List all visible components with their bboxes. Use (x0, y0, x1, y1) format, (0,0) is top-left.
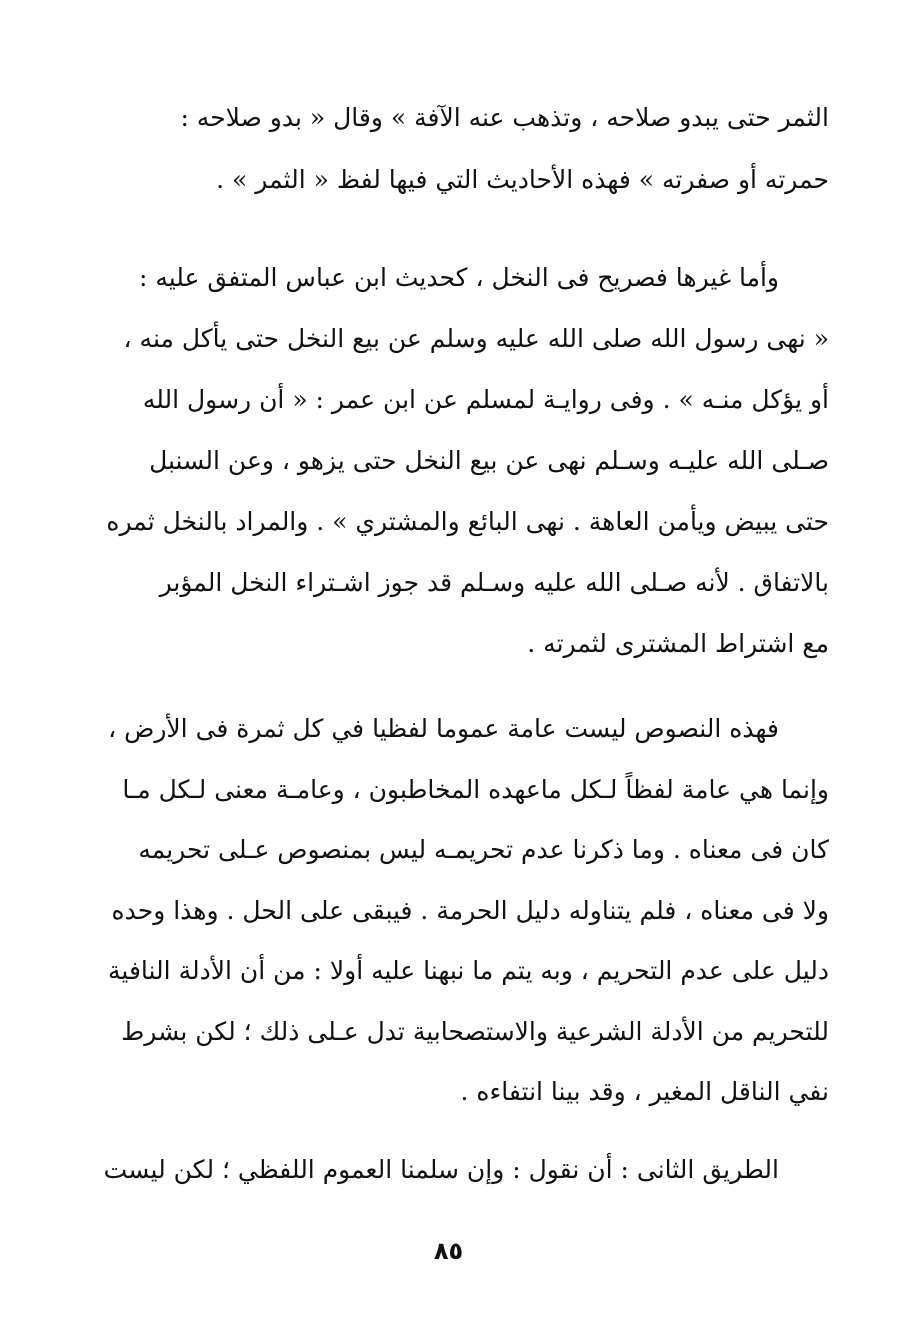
text-line: حمرته أو صفرته » فهذه الأحاديث التي فيها لفظ « الثمر » . (216, 165, 829, 194)
text-line: صـلى الله عليـه وسـلم نهى عن بيع النخل حتى يزهو ، وعن السنبل (149, 446, 829, 475)
text-line: دليل على عدم التحريم ، وبه يتم ما نبهنا عليه أولا : من أن الأدلة النافية (108, 956, 829, 985)
text-line: الطريق الثانى : أن نقول : وإن سلمنا العموم اللفظي ؛ لكن ليست (103, 1155, 779, 1184)
text-line: للتحريم من الأدلة الشرعية والاستصحابية تدل عـلى ذلك ؛ لكن بشرط (121, 1017, 829, 1046)
text-line: بالاتفاق . لأنه صـلى الله عليه وسـلم قد جوز اشـتراء النخل المؤبر (159, 568, 829, 597)
text-line: أو يؤكل منـه » . وفى روايـة لمسلم عن ابن عمر : « أن رسول الله (142, 385, 829, 414)
text-line: نفي الناقل المغير ، وقد بينا انتفاءه . (460, 1077, 829, 1106)
text-line: كان فى معناه . وما ذكرنا عدم تحريمـه ليس بمنصوص عـلى تحريمه (138, 835, 829, 864)
text-line: « نهى رسول الله صلى الله عليه وسلم عن بيع النخل حتى يأكل منه ، (123, 324, 829, 353)
text-line: حتى يبيض ويأمن العاهة . نهى البائع والمشتري » . والمراد بالنخل ثمره (106, 507, 829, 536)
text-line: فهذه النصوص ليست عامة عموما لفظيا في كل ثمرة فى الأرض ، (108, 714, 779, 743)
text-line: الثمر حتى يبدو صلاحه ، وتذهب عنه الآفة » وقال « بدو صلاحه : (180, 103, 829, 132)
page-number: ٨٥ (433, 1237, 464, 1265)
text-line: مع اشتراط المشترى لثمرته . (527, 629, 829, 658)
text-line: وأما غيرها فصريح فى النخل ، كحديث ابن عباس المتفق عليه : (138, 263, 779, 292)
text-line: ولا فى معناه ، فلم يتناوله دليل الحرمة . فيبقى على الحل . وهذا وحده (111, 896, 829, 925)
text-line: وإنما هي عامة لفظاً لـكل ماعهده المخاطبون ، وعامـة معنى لـكل مـا (122, 775, 829, 804)
